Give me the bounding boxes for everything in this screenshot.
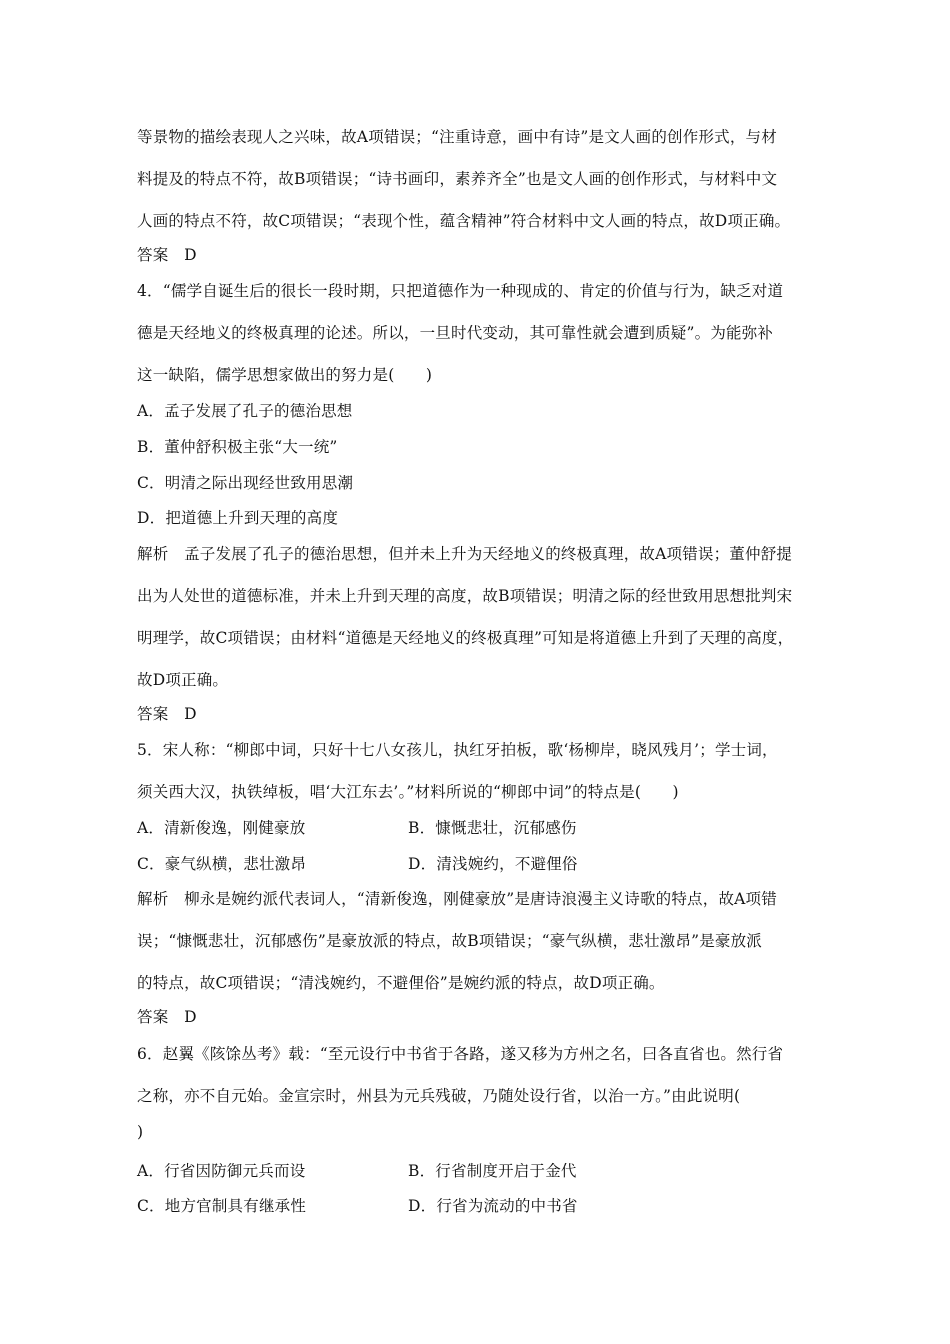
text-line: 等景物的描绘表现人之兴味，故A项错误；“注重诗意，画中有诗”是文人画的创作形式，与材 <box>137 128 777 146</box>
question-6-stem: 6．赵翼《陔馀丛考》载：“至元设行中书省于各路，遂又移为方州之名，曰各直省也。然行省 <box>137 1045 784 1063</box>
question-4-option-c: C．明清之际出现经世致用思潮 <box>137 474 354 492</box>
question-6-option-d: D．行省为流动的中书省 <box>408 1197 578 1215</box>
question-6-option-b: B．行省制度开启于金代 <box>408 1162 577 1180</box>
question-4-stem: 德是天经地义的终极真理的论述。所以，一旦时代变动，其可靠性就会遭到质疑”。为能弥补 <box>137 324 774 342</box>
analysis-line: 误；“慷慨悲壮，沉郁感伤”是豪放派的特点，故B项错误；“豪气纵横，悲壮激昂”是豪放派 <box>137 932 762 950</box>
analysis-line: 的特点，故C项错误；“清浅婉约，不避俚俗”是婉约派的特点，故D项正确。 <box>137 974 665 992</box>
question-5-option-b: B．慷慨悲壮，沉郁感伤 <box>408 819 577 837</box>
text-line: 人画的特点不符，故C项错误；“表现个性，蕴含精神”符合材料中文人画的特点，故D项正确。 <box>137 212 791 230</box>
question-4-option-a: A．孟子发展了孔子的德治思想 <box>137 402 353 420</box>
question-4-stem: 4．“儒学自诞生后的很长一段时期，只把道德作为一种现成的、肯定的价值与行为，缺乏对道 <box>137 282 784 300</box>
text-line: 料提及的特点不符，故B项错误；“诗书画印，素养齐全”也是文人画的创作形式，与材料中文 <box>137 170 778 188</box>
question-6-stem: 之称，亦不自元始。金宣宗时，州县为元兵残破，乃随处设行省，以治一方。”由此说明( <box>137 1087 741 1105</box>
analysis-line: 解析 柳永是婉约派代表词人，“清新俊逸，刚健豪放”是唐诗浪漫主义诗歌的特点，故A项错 <box>137 890 777 908</box>
analysis-line: 故D项正确。 <box>137 671 229 689</box>
question-4-option-b: B．董仲舒积极主张“大一统” <box>137 438 338 456</box>
analysis-line: 解析 孟子发展了孔子的德治思想，但并未上升为天经地义的终极真理，故A项错误；董仲舒提 <box>137 545 793 563</box>
question-6-option-a: A．行省因防御元兵而设 <box>137 1162 306 1180</box>
question-5-stem: 5．宋人称：“柳郎中词，只好十七八女孩儿，执红牙拍板，歌‘杨柳岸，晓风残月’；学士词， <box>137 741 778 759</box>
question-6-stem: ) <box>137 1123 144 1141</box>
question-5-option-c: C．豪气纵横，悲壮激昂 <box>137 855 307 873</box>
question-4-stem: 这一缺陷，儒学思想家做出的努力是( ) <box>137 366 433 384</box>
question-4-option-d: D．把道德上升到天理的高度 <box>137 509 339 527</box>
question-6-option-c: C．地方官制具有继承性 <box>137 1197 307 1215</box>
question-5-stem: 须关西大汉，执铁绰板，唱‘大江东去’。”材料所说的“柳郎中词”的特点是( ) <box>137 783 679 801</box>
analysis-line: 出为人处世的道德标准，并未上升到天理的高度，故B项错误；明清之际的经世致用思想批判宋 <box>137 587 793 605</box>
answer-line: 答案 D <box>137 1008 197 1026</box>
answer-line: 答案 D <box>137 705 197 723</box>
question-5-option-a: A．清新俊逸，刚健豪放 <box>137 819 306 837</box>
answer-line: 答案 D <box>137 246 197 264</box>
question-5-option-d: D．清浅婉约，不避俚俗 <box>408 855 578 873</box>
analysis-line: 明理学，故C项错误；由材料“道德是天经地义的终极真理”可知是将道德上升到了天理的高度， <box>137 629 794 647</box>
